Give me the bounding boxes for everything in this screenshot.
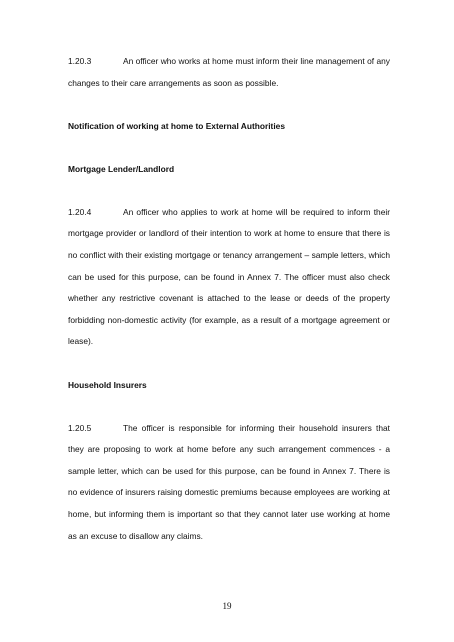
subheading-mortgage-lender: Mortgage Lender/Landlord xyxy=(68,163,175,174)
page-number: 19 xyxy=(222,601,232,611)
paragraph-text: An officer who works at home must inform their line management of any changes to their care arrangements as soon as possible. xyxy=(68,56,390,88)
paragraph-number: 1.20.4 xyxy=(68,206,92,217)
page-content xyxy=(68,51,390,547)
paragraph-1-20-4 xyxy=(68,202,390,353)
paragraph-number: 1.20.5 xyxy=(68,422,92,433)
paragraph-1-20-5 xyxy=(68,418,390,548)
paragraph-1-20-3 xyxy=(68,51,390,94)
paragraph-number: 1.20.3 xyxy=(68,56,92,66)
paragraph-text: An officer who applies to work at home will be required to inform their mortgage provider or landlord of their intention to work at home to ensure that there is no conflict with their existing mortgage or tenancy arrangement – sample letters, which can be used for this purpose, can be found in Annex 7. The officer must also check whether any restrictive covenant is attached to the lease or deeds of the property forbidding non-domestic activity (for example, as a result of a mortgage agreement or lease). xyxy=(68,206,390,347)
section-heading-notification: Notification of working at home to External Authorities xyxy=(68,120,285,131)
subheading-household-insurers: Household Insurers xyxy=(68,379,147,390)
paragraph-text: The officer is responsible for informing their household insurers that they are proposing to work at home before any such arrangement commences - a sample letter, which can be used for this purpose, can be found in Annex 7. There is no evidence of insurers raising domestic premiums because employees are working at home, but informing them is important so that they cannot later use working at home as an excuse to disallow any claims. xyxy=(68,422,390,541)
